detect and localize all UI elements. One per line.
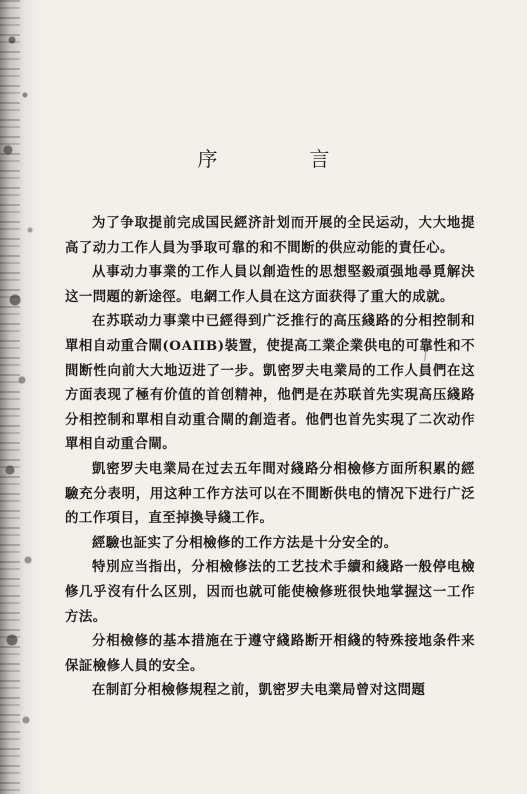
binding-edge-speckle: [0, 0, 20, 794]
paragraph-4: 凱密罗夫电業局在过去五年間对綫路分相檢修方面所积累的經驗充分表明，用这种工作方法可以在不間断供电的情况下进行广泛的工作項目，直至掉換导綫工作。: [65, 460, 475, 527]
paragraph-1: 为了争取提前完成国民經济計划而开展的全民运动，大大地提高了动力工作人員为爭取可靠的和不間断的供应动能的責任心。: [65, 215, 475, 256]
paragraph-2: 从事动力事業的工作人員以創造性的思想堅毅頑强地尋覓解決这一問題的新途徑。电網工作人員在这方面获得了重大的成就。: [65, 264, 475, 305]
paragraph-5: 經驗也証实了分相檢修的工作方法是十分安全的。: [92, 534, 398, 551]
paragraph-3: 在苏联动力事業中已經得到广泛推行的高压綫路的分相控制和單相自动重合閘(ОАПВ)裝置，使提高工業企業供电的可靠性和不間断性向前大大地迈进了一步。凱密罗夫电業局的工作人員們在这方面表现了極有价值的首创精神，他們是在苏联首先实現高压綫路分相控制和單相自动重合閘的創造者。他們也首先实現了二次动作單相自动重合閘。: [65, 313, 475, 453]
paragraph-6: 特別应当指出，分相檢修法的工艺技术手續和綫路一般停电檢修几乎沒有什么区別，因而也就可能使檢修班很快地掌握这一工作方法。: [65, 559, 475, 625]
page-title: 序 言: [197, 147, 366, 171]
preface-body: [65, 211, 475, 703]
paragraph-8: 在制訂分相檢修規程之前，凱密罗夫电業局曾对这問題: [92, 682, 426, 699]
paragraph-7: 分相檢修的基本措施在于遵守綫路断开相綫的特殊接地条件来保証檢修人員的安全。: [65, 633, 475, 674]
